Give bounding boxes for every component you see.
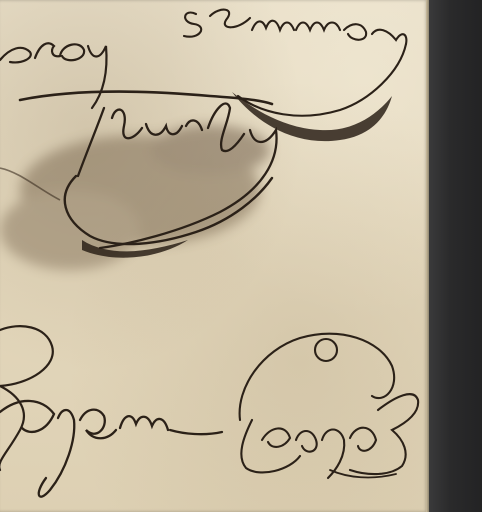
ink-smudge [0, 125, 270, 270]
handwriting-line1-left [0, 43, 106, 108]
handwriting-lower-left-loop [0, 326, 53, 470]
handwriting-line3 [0, 401, 222, 497]
handwriting-esq [240, 334, 419, 478]
handwriting-line1-right [184, 10, 406, 116]
